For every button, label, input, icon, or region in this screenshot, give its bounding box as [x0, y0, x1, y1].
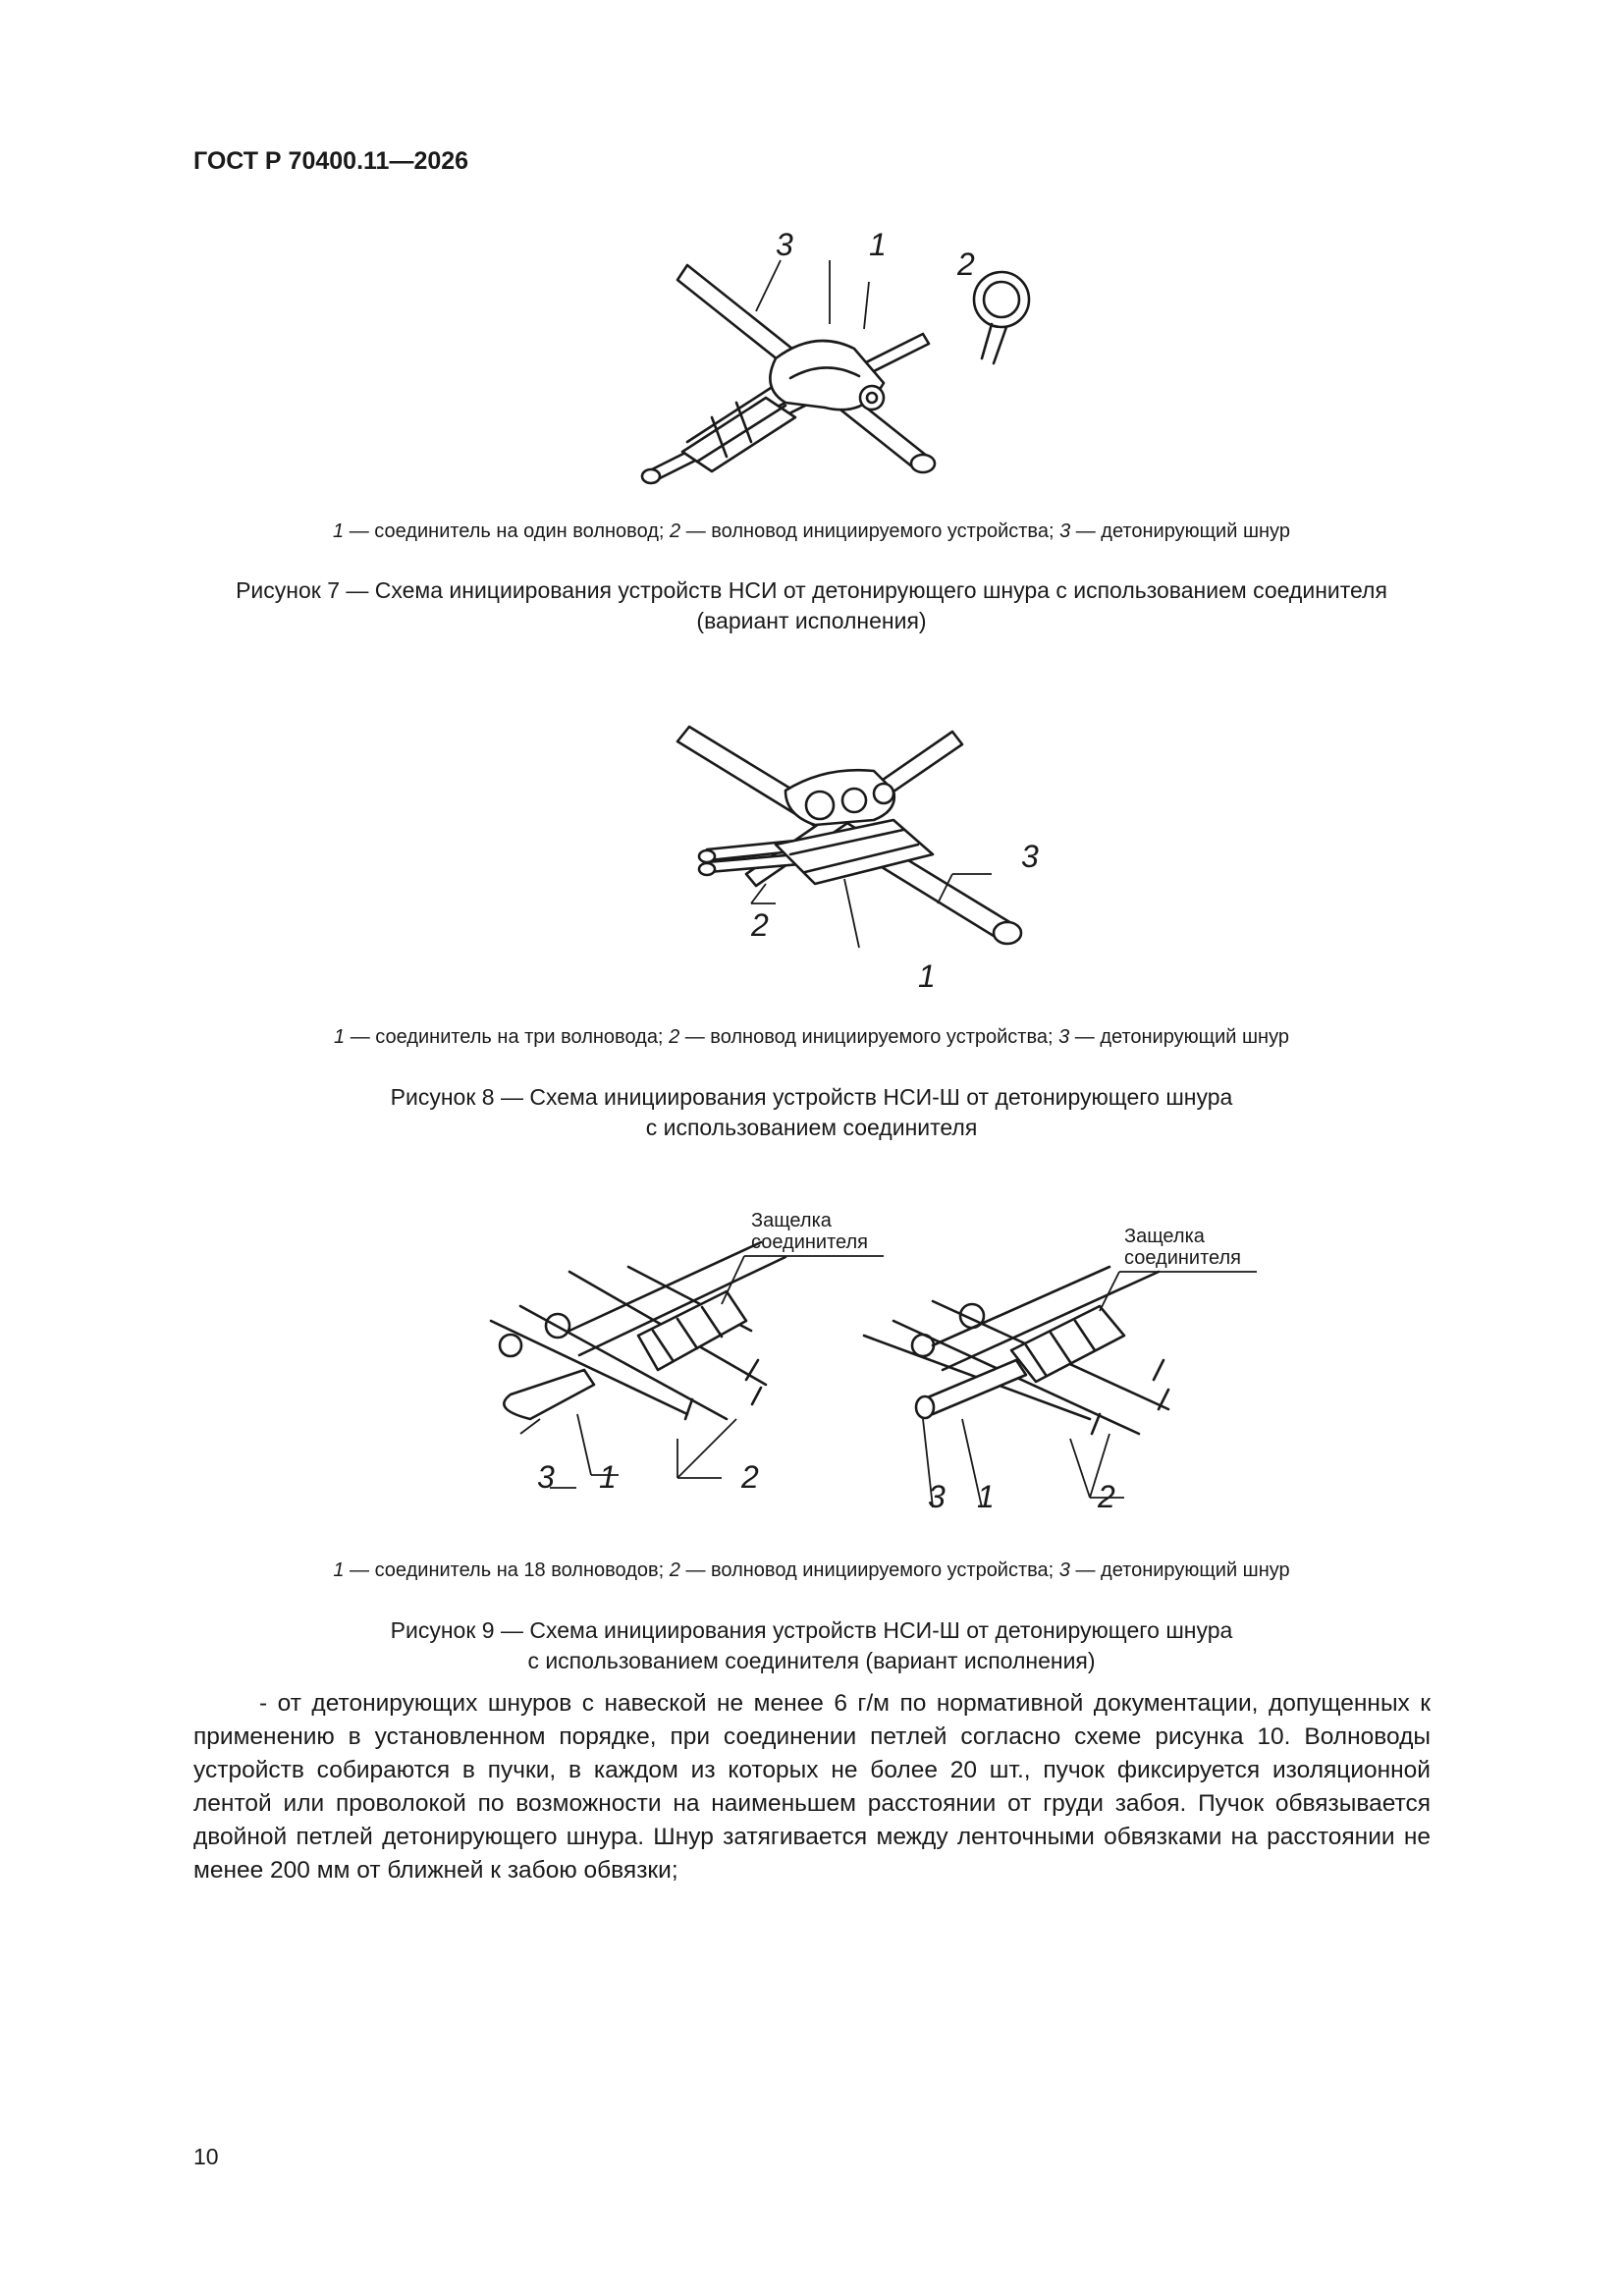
caption-line: Рисунок 8 — Схема инициирования устройств НСИ-Ш от детонирующего шнура	[390, 1084, 1233, 1110]
latch-line: соединителя	[1124, 1247, 1241, 1269]
page-number: 10	[193, 2144, 219, 2169]
figure-8-legend	[0, 1026, 1623, 1049]
legend-num: 1	[333, 1559, 345, 1581]
figure-9-right-assembly	[864, 1226, 1257, 1514]
legend-text: — детонирующий шнур	[1069, 1559, 1290, 1581]
legend-text: — волновод инициируемого устройства;	[680, 520, 1060, 542]
legend-text: — соединитель на один волновод;	[344, 520, 671, 542]
legend-num: 2	[669, 1559, 680, 1581]
legend-text: — соединитель на три волновода;	[345, 1026, 670, 1048]
legend-text: — волновод инициируемого устройства;	[679, 1559, 1059, 1581]
figure-9-caption	[0, 1615, 1623, 1676]
caption-line: Рисунок 9 — Схема инициирования устройств НСИ-Ш от детонирующего шнура	[390, 1617, 1233, 1643]
legend-text: — соединитель на 18 волноводов;	[344, 1559, 670, 1581]
legend-num: 1	[334, 1026, 346, 1048]
figure-9-left-label-2: 2	[741, 1459, 759, 1495]
document-code: ГОСТ Р 70400.11—2026	[193, 147, 469, 175]
caption-line: с использованием соединителя (вариант исполнения)	[527, 1648, 1096, 1673]
figure-7-label-3: 3	[776, 227, 793, 262]
legend-text: — детонирующий шнур	[1070, 520, 1290, 542]
figure-9-legend	[0, 1559, 1623, 1582]
figure-7-label-2: 2	[957, 246, 975, 282]
figure-8-label-3: 3	[1021, 839, 1039, 874]
figure-9-right-latch-label	[1124, 1226, 1241, 1269]
figure-9-right-label-3: 3	[928, 1479, 946, 1514]
latch-line: Защелка	[1124, 1226, 1205, 1247]
legend-text: — детонирующий шнур	[1069, 1026, 1289, 1048]
caption-line: с использованием соединителя	[645, 1115, 978, 1140]
legend-num: 2	[670, 520, 681, 542]
figure-7-caption	[0, 575, 1623, 636]
legend-num: 2	[669, 1026, 680, 1048]
legend-num: 3	[1058, 1559, 1070, 1581]
figure-8-label-1: 1	[918, 958, 936, 994]
caption-line: (вариант исполнения)	[696, 608, 927, 633]
figure-9-left-assembly	[491, 1213, 884, 1495]
legend-num: 3	[1059, 520, 1071, 542]
latch-line: соединителя	[751, 1231, 868, 1253]
figure-7-legend	[0, 520, 1623, 543]
figure-9-drawing	[481, 1213, 1267, 1537]
figure-8-drawing	[658, 707, 1070, 1002]
figure-8-label-2: 2	[751, 907, 769, 943]
figure-9-right-label-2: 2	[1098, 1479, 1115, 1514]
figure-9-right-label-1: 1	[977, 1479, 995, 1514]
figure-8-caption	[0, 1082, 1623, 1143]
figure-9-left-label-1: 1	[599, 1459, 617, 1495]
legend-num: 1	[333, 520, 345, 542]
figure-9-left-latch-label	[751, 1213, 868, 1253]
body-text	[193, 1687, 1431, 1887]
figure-9-left-label-3: 3	[537, 1459, 555, 1495]
legend-text: — волновод инициируемого устройства;	[679, 1026, 1059, 1048]
body-paragraph: - от детонирующих шнуров с навеской не менее 6 г/м по нормативной документации, допущенных к применению в установленном порядке, при соединении петлей согласно схеме рисунка 10. Волноводы устройств собираются в пучки, в каждом из которых не более 20 шт., пучок фиксируется изоляционной лентой или проволокой по возможности на наименьшем расстоянии от груди забоя. Пучок обвязывается двойной петлей детонирующего шнура. Шнур затягивается между ленточными обвязками на расстоянии не менее 200 мм от ближней к забою обвязки;	[193, 1690, 1431, 1884]
figure-7-drawing	[628, 221, 1080, 496]
figure-7-label-1: 1	[869, 227, 887, 262]
legend-num: 3	[1058, 1026, 1070, 1048]
latch-line: Защелка	[751, 1213, 832, 1231]
caption-line: Рисунок 7 — Схема инициирования устройств НСИ от детонирующего шнура с использованием соединителя	[236, 577, 1387, 603]
